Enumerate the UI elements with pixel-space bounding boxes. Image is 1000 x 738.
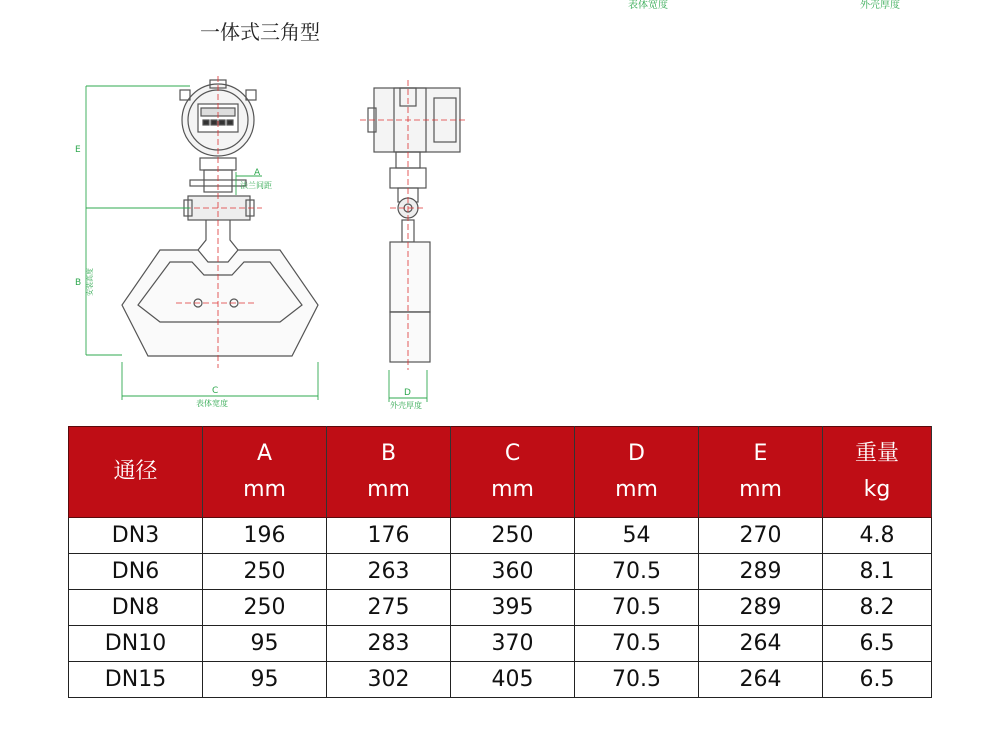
dim-label-E: E xyxy=(75,145,81,155)
header-B: B mm xyxy=(327,427,451,518)
dim-note-C: 表体宽度 xyxy=(196,399,228,408)
cell-weight: 8.2 xyxy=(823,590,932,626)
front-view xyxy=(122,80,318,356)
cell-A: 95 xyxy=(203,662,327,698)
table-row xyxy=(69,590,932,626)
cell-diameter: DN8 xyxy=(69,590,203,626)
cell-D: 70.5 xyxy=(575,626,699,662)
cell-A: 196 xyxy=(203,518,327,554)
table-row xyxy=(69,662,932,698)
cell-C: 395 xyxy=(451,590,575,626)
cell-E: 264 xyxy=(699,662,823,698)
cell-C: 405 xyxy=(451,662,575,698)
page-title: 一体式三角型 xyxy=(200,20,320,44)
table-header-row xyxy=(69,427,932,518)
cell-weight: 4.8 xyxy=(823,518,932,554)
header-C: C mm xyxy=(451,427,575,518)
cell-B: 302 xyxy=(327,662,451,698)
cell-B: 275 xyxy=(327,590,451,626)
dim-label-A: A xyxy=(254,168,261,178)
cell-weight: 6.5 xyxy=(823,626,932,662)
cell-diameter: DN10 xyxy=(69,626,203,662)
dim-label-B: B xyxy=(75,278,82,288)
header-weight: 重量 kg xyxy=(823,427,932,518)
cell-A: 250 xyxy=(203,554,327,590)
table-row xyxy=(69,626,932,662)
cell-D: 54 xyxy=(575,518,699,554)
header-E: E mm xyxy=(699,427,823,518)
dim-label-D: D xyxy=(404,388,411,398)
spec-table xyxy=(68,426,932,698)
top-fragment-width: 表体宽度 xyxy=(628,0,668,11)
cell-E: 289 xyxy=(699,590,823,626)
table-row xyxy=(69,518,932,554)
table-row xyxy=(69,554,932,590)
header-D: D mm xyxy=(575,427,699,518)
cell-E: 270 xyxy=(699,518,823,554)
cell-diameter: DN15 xyxy=(69,662,203,698)
cell-E: 289 xyxy=(699,554,823,590)
cell-weight: 8.1 xyxy=(823,554,932,590)
top-fragment-thickness: 外壳厚度 xyxy=(860,0,900,11)
cell-diameter: DN3 xyxy=(69,518,203,554)
cell-D: 70.5 xyxy=(575,662,699,698)
cell-D: 70.5 xyxy=(575,590,699,626)
dim-note-A: 法兰间距 xyxy=(240,181,272,190)
cell-A: 250 xyxy=(203,590,327,626)
dim-note-B: 安装高度 xyxy=(86,268,94,296)
header-diameter: 通径 xyxy=(69,427,203,518)
cell-E: 264 xyxy=(699,626,823,662)
header-A: A mm xyxy=(203,427,327,518)
side-view xyxy=(368,88,460,362)
cell-D: 70.5 xyxy=(575,554,699,590)
cell-A: 95 xyxy=(203,626,327,662)
cell-B: 176 xyxy=(327,518,451,554)
cell-C: 360 xyxy=(451,554,575,590)
cell-C: 250 xyxy=(451,518,575,554)
dim-label-C: C xyxy=(212,386,219,396)
cell-C: 370 xyxy=(451,626,575,662)
cell-diameter: DN6 xyxy=(69,554,203,590)
cell-B: 263 xyxy=(327,554,451,590)
dim-note-D: 外壳厚度 xyxy=(390,401,422,410)
cell-weight: 6.5 xyxy=(823,662,932,698)
cell-B: 283 xyxy=(327,626,451,662)
